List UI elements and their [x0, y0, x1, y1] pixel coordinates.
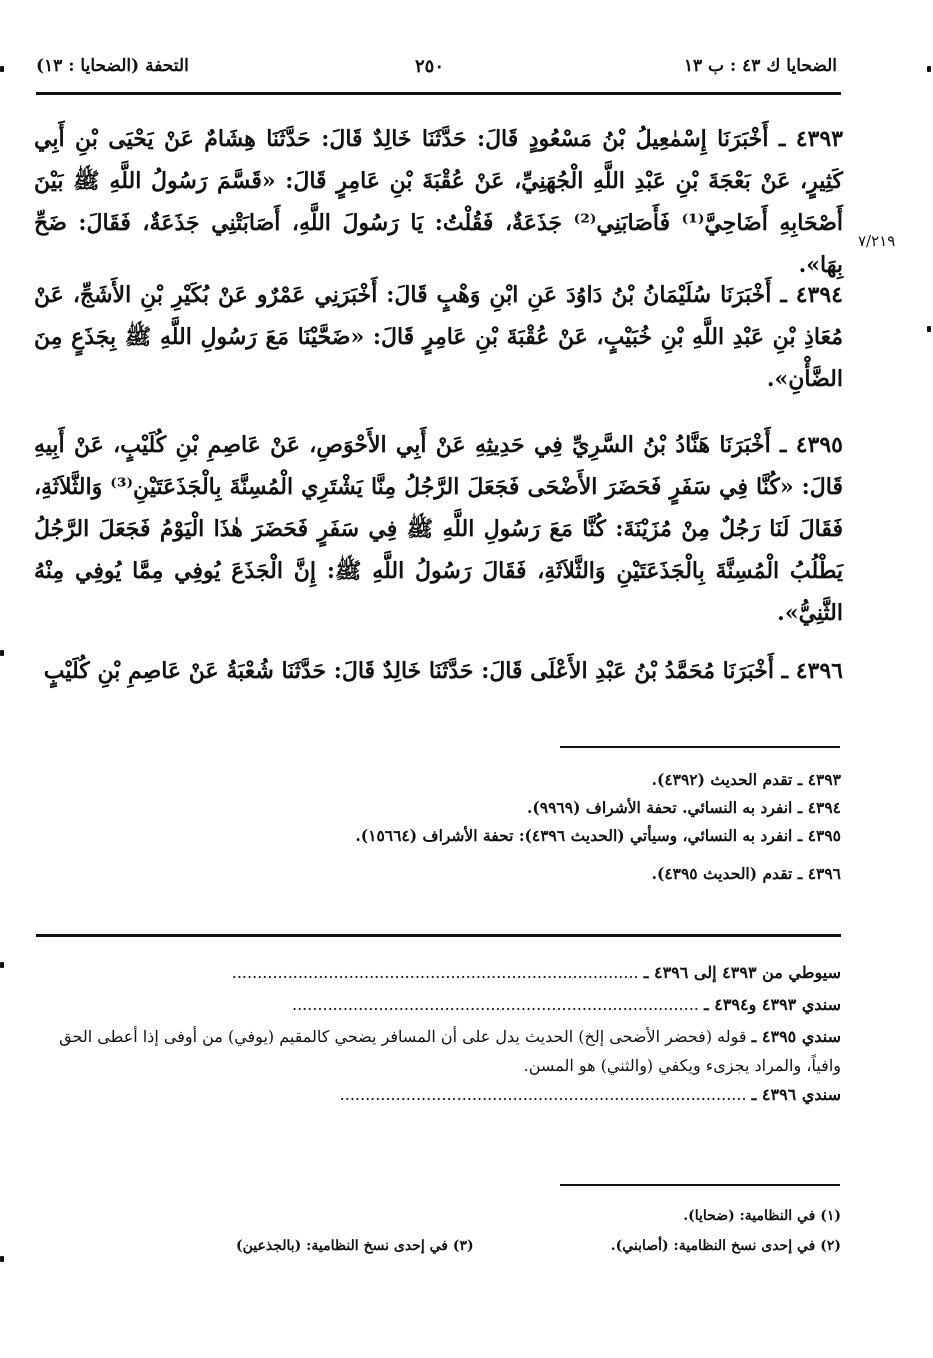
commentary-rule: [36, 934, 841, 937]
commentary-sindi-4396: سندي ٤٣٩٦ ـ ................................................................................: [339, 1085, 841, 1104]
header-rule: [36, 92, 841, 95]
scan-edge-mark: [927, 326, 931, 332]
header-tuhfa-ref: التحفة (الضحايا : ١٣): [36, 56, 189, 76]
footnote-rule: [560, 1184, 840, 1186]
hadith-4395: ٤٣٩٥ ـ أَخْبَرَنَا هَنَّادُ بْنُ السَّرِيِّ فِي حَدِيثِهِ عَنْ أَبِي الأَحْوَصِ، عَنْ عَاصِمِ بْنِ كُلَيْبٍ، عَنْ أَبِيهِ قَالَ: «كُنَّا فِي سَفَرٍ فَحَضَرَ الأَضْحَى فَجَعَلَ الرَّجُلُ مِنَّا يَشْتَرِي الْمُسِنَّةَ بِالْجَذَعَتَيْنِ⁽³⁾ وَالثَّلاَثَةِ، فَقَالَ لَنَا رَجُلٌ مِنْ مُزَيْنَةَ: كُنَّا مَعَ رَسُولِ اللَّهِ ﷺ فِي سَفَرٍ فَحَضَرَ هٰذَا الْيَوْمُ فَجَعَلَ الرَّجُلُ يَطْلُبُ الْمُسِنَّةَ بِالْجَذَعَتَيْنِ وَالثَّلاَثَةِ، فَقَالَ رَسُولُ اللَّهِ ﷺ: إِنَّ الْجَذَعَ يُوفِي مِمَّا يُوفِي مِنْهُ الثَّنِيُّ».: [34, 432, 844, 626]
footnote-2: (٢) في إحدى نسخ النظامية: (أصابني).: [610, 1238, 841, 1254]
hadith-4394: ٤٣٩٤ ـ أَخْبَرَنَا سُلَيْمَانُ بْنُ دَاوُدَ عَنِ ابْنِ وَهْبٍ قَالَ: أَخْبَرَنِي عَمْرٌو عَنْ بُكَيْرِ بْنِ الأَشَجِّ، عَنْ مُعَاذِ بْنِ عَبْدِ اللَّهِ بْنِ خُبَيْبٍ، عَنْ عُقْبَةَ بْنِ عَامِرٍ قَالَ: «ضَحَّيْنَا مَعَ رَسُولِ اللَّهِ ﷺ بِجَذَعٍ مِنَ الضَّأْنِ».: [34, 282, 843, 392]
takhrij-4395: ٤٣٩٥ ـ انفرد به النسائي، وسيأتي (الحديث ٤٣٩٦): تحفة الأشراف (١٥٦٦٤).: [355, 826, 841, 845]
commentary-suyuti: سيوطي من ٤٣٩٣ إلى ٤٣٩٦ ـ ................................................................................: [231, 963, 841, 982]
footnote-1: (١) في النظامية: (ضحايا).: [683, 1208, 841, 1224]
takhrij-4396: ٤٣٩٦ ـ تقدم (الحديث ٤٣٩٥).: [651, 864, 841, 883]
takhrij-4394: ٤٣٩٤ ـ انفرد به النسائي. تحفة الأشراف (٩٩٦٩).: [527, 798, 841, 817]
takhrij-rule: [560, 746, 840, 748]
takhrij-notes: [355, 766, 841, 888]
scan-edge-mark: [0, 650, 4, 656]
header-chapter-ref: الضحايا ك ٤٣ : ب ١٣: [683, 56, 837, 76]
commentary-sindi-4393-4394: سندي ٤٣٩٣ و٤٣٩٤ ـ ................................................................................: [291, 995, 841, 1014]
page-number: ٢٥٠: [415, 56, 445, 77]
hadith-4393: ٤٣٩٣ ـ أَخْبَرَنَا إِسْمٰعِيلُ بْنُ مَسْعُودٍ قَالَ: حَدَّثَنَا خَالِدٌ قَالَ: حَدَّثَنَا هِشَامٌ عَنْ يَحْيَى بْنِ أَبِي كَثِيرٍ، عَنْ بَعْجَةَ بْنِ عَبْدِ اللَّهِ الْجُهَنِيِّ، عَنْ عُقْبَةَ بْنِ عَامِرٍ قَالَ: «قَسَّمَ رَسُولُ اللَّهِ ﷺ بَيْنَ أَصْحَابِهِ أَضَاحِيَّ⁽¹⁾ فَأَصَابَنِي⁽²⁾ جَذَعَةٌ، فَقُلْتُ: يَا رَسُولَ اللَّهِ، أَصَابَتْنِي جَذَعَةٌ، فَقَالَ: ضَحِّ بِهَا».: [34, 126, 844, 278]
takhrij-4393: ٤٣٩٣ ـ تقدم الحديث (٤٣٩٢).: [651, 770, 841, 789]
commentary-section: [36, 958, 841, 1112]
margin-reference: ٧/٢١٩: [858, 232, 896, 250]
footnote-3: (٣) في إحدى نسخ النظامية: (بالجذعين): [236, 1238, 474, 1254]
commentary-sindi-4395: سندي ٤٣٩٥ ـ قوله (فحضر الأضحى إلخ) الحديث يدل على أن المسافر يضحي كالمقيم (يوفي) من أوفى إذا أعطى الحق وافياً، والمراد يجزىء ويكفي (والثني) هو المسن.: [59, 1027, 841, 1075]
hadith-4396: ٤٣٩٦ ـ أَخْبَرَنَا مُحَمَّدُ بْنُ عَبْدِ الأَعْلَى قَالَ: حَدَّثَنَا خَالِدٌ قَالَ: حَدَّثَنَا شُعْبَةُ عَنْ عَاصِمِ بْنِ كُلَيْبٍ: [43, 658, 843, 684]
scan-edge-mark: [927, 66, 931, 72]
scan-edge-mark: [0, 962, 4, 968]
scan-edge-mark: [0, 66, 4, 72]
scan-edge-mark: [0, 1256, 4, 1262]
